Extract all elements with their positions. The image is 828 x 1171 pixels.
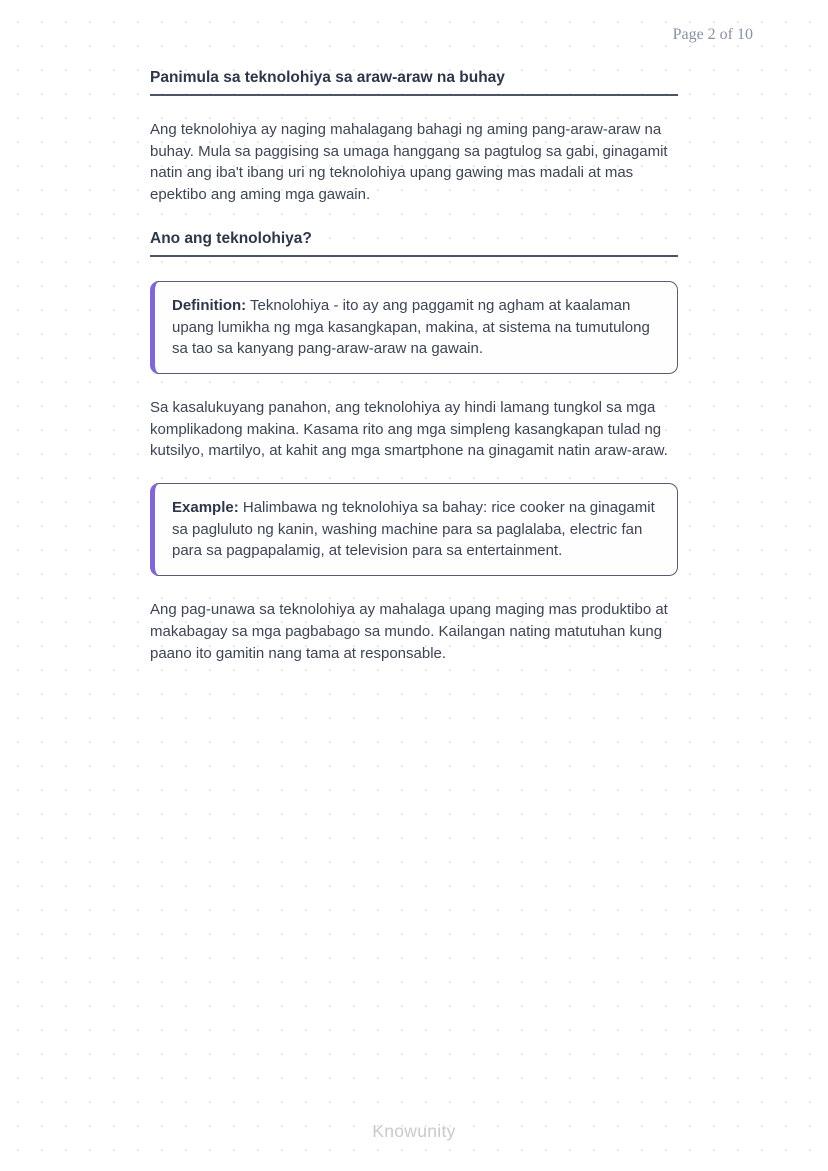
paragraph-intro: Ang teknolohiya ay naging mahalagang bahagi ng aming pang-araw-araw na buhay. Mula sa paggising sa umaga hanggang sa pagtulog sa gabi, ginagamit natin ang iba't ibang uri ng teknolohiya upang gawing mas madali at mas epektibo ang aming mga gawain. bbox=[150, 121, 668, 204]
example-label: Example: bbox=[172, 499, 239, 517]
definition-label: Definition: bbox=[172, 296, 247, 314]
document-content bbox=[150, 69, 678, 664]
definition-text: Teknolohiya - ito ay ang paggamit ng agham at kaalaman upang lumikha ng mga kasangkapan, makina, at sistema na tumutulong sa tao sa kanyang pang-araw-araw na gawain. bbox=[172, 296, 650, 358]
section-heading-ano-ang-teknolohiya: Ano ang teknolohiya? bbox=[150, 230, 678, 257]
knowunity-brand-footer: Knowunity bbox=[372, 1121, 456, 1141]
page-indicator: Page 2 of 10 bbox=[672, 26, 753, 43]
definition-callout-box bbox=[150, 281, 678, 374]
example-callout-box bbox=[150, 483, 678, 576]
example-text: Halimbawa ng teknolohiya sa bahay: rice cooker na ginagamit sa pagluluto ng kanin, washing machine para sa paglalaba, electric fan para sa pagpapalamig, at television para sa entertainment. bbox=[172, 499, 655, 560]
section-heading-panimula: Panimula sa teknolohiya sa araw-araw na buhay bbox=[150, 69, 678, 96]
paragraph-kasalukuyang: Sa kasalukuyang panahon, ang teknolohiya ay hindi lamang tungkol sa mga komplikadong makina. Kasama rito ang mga simpleng kasangkapan tulad ng kutsilyo, martilyo, at kahit ang mga smartphone na ginagamit natin araw-araw. bbox=[150, 398, 668, 460]
paragraph-pag-unawa: Ang pag-unawa sa teknolohiya ay mahalaga upang maging mas produktibo at makabagay sa mga pagbabago sa mundo. Kailangan nating matutuhan kung paano ito gamitin nang tama at responsable. bbox=[150, 601, 668, 662]
